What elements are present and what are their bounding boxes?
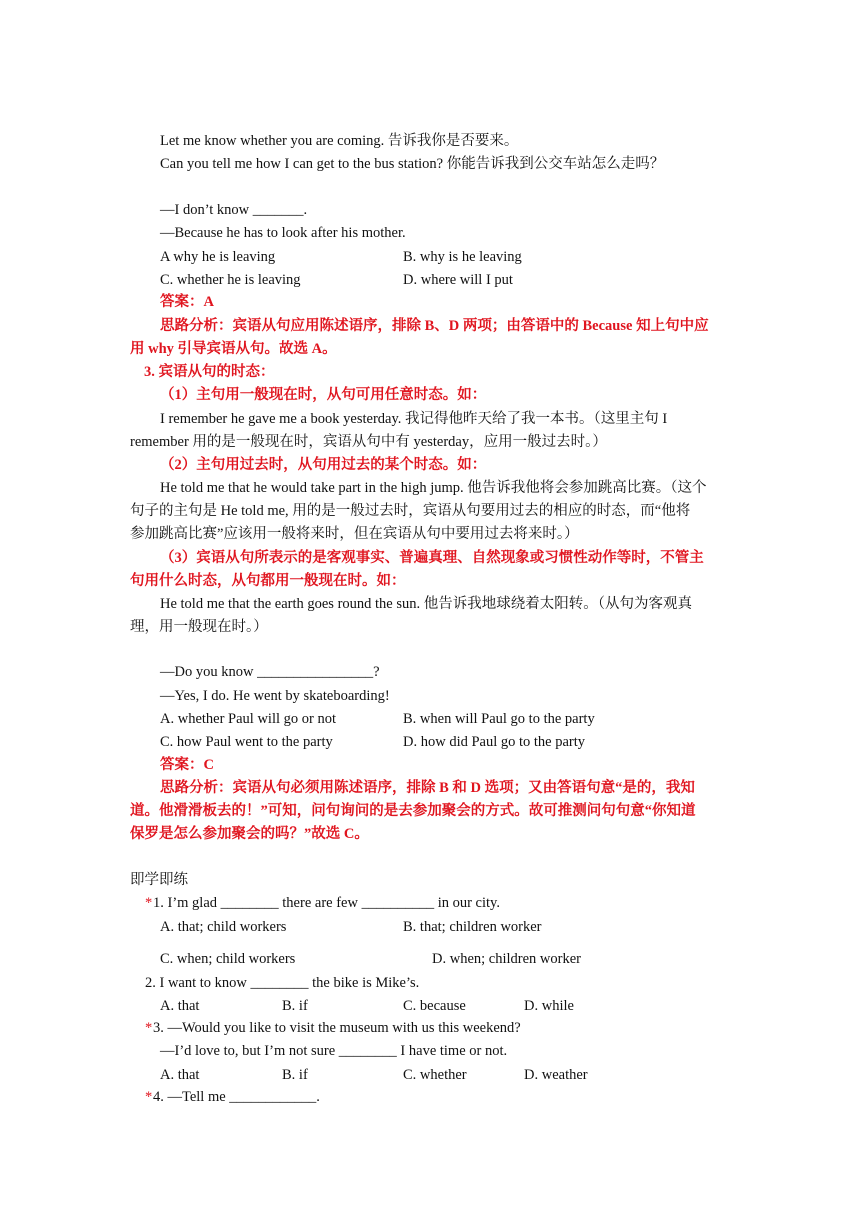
q2-line-1: —Do you know ________________?	[160, 664, 380, 680]
q1-option-d: D. where will I put	[403, 272, 513, 288]
practice-3-option-b: B. if	[282, 1067, 308, 1083]
practice-3-line-2: —I’d love to, but I’m not sure ________ I have time or not.	[160, 1043, 508, 1059]
section-3-title: 3. 宾语从句的时态：	[144, 364, 275, 380]
practice-2-option-b: B. if	[282, 998, 308, 1014]
rule-3-example-line-1: He told me that the earth goes round the sun. 他告诉我地球绕着太阳转。（从句为客观真	[160, 596, 693, 612]
q1-analysis-line-2: 用 why 引导宾语从句。故选 A。	[130, 341, 337, 357]
practice-2-stem: 2. I want to know ________ the bike is Mike’s.	[145, 975, 420, 991]
rule-1-example-line-2: remember 用的是一般现在时，宾语从句中有 yesterday，应用一般过去时。）	[130, 434, 607, 450]
practice-1-stem: 1. I’m glad ________ there are few __________ in our city.	[153, 895, 500, 911]
rule-3-heading-line-2: 句用什么时态，从句都用一般现在时。如：	[130, 573, 406, 589]
q2-option-b: B. when will Paul go to the party	[403, 711, 595, 727]
q2-option-d: D. how did Paul go to the party	[403, 734, 586, 750]
practice-3-option-d: D. weather	[524, 1067, 588, 1083]
star-marker: *	[145, 895, 153, 911]
rule-1-heading: （1）主句用一般现在时，从句可用任意时态。如：	[160, 387, 487, 403]
q1-analysis-line-1: 思路分析：宾语从句应用陈述语序，排除 B、D 两项；由答语中的 Because 知上句中应	[160, 318, 709, 334]
rule-2-example-line-1: He told me that he would take part in the high jump. 他告诉我他将会参加跳高比赛。（这个	[160, 480, 707, 496]
practice-1-option-c: C. when; child workers	[160, 951, 296, 967]
q2-analysis-line-2: 道。他滑滑板去的！”可知，问句询问的是去参加聚会的方式。故可推测问句句意“你知道	[130, 803, 696, 819]
q1-answer: 答案：A	[160, 294, 214, 310]
q1-option-b: B. why is he leaving	[403, 249, 522, 265]
example-sentence-1: Let me know whether you are coming. 告诉我你是否要来。	[160, 133, 519, 149]
rule-2-example-line-2: 句子的主句是 He told me, 用的是一般过去时，宾语从句要用过去的相应的时态，而“他将	[130, 503, 691, 519]
rule-3-heading-line-1: （3）宾语从句所表示的是客观事实、普遍真理、自然现象或习惯性动作等时，不管主	[160, 550, 704, 566]
q2-analysis-line-3: 保罗是怎么参加聚会的吗？”故选 C。	[130, 826, 369, 842]
practice-3-stem: 3. —Would you like to visit the museum with us this weekend?	[153, 1020, 521, 1036]
example-sentence-2: Can you tell me how I can get to the bus station? 你能告诉我到公交车站怎么走吗？	[160, 156, 665, 172]
practice-2-option-a: A. that	[160, 998, 200, 1014]
star-marker: *	[145, 1020, 153, 1036]
practice-heading: 即学即练	[130, 872, 188, 888]
q1-option-c: C. whether he is leaving	[160, 272, 301, 288]
q2-option-c: C. how Paul went to the party	[160, 734, 333, 750]
q2-line-2: —Yes, I do. He went by skateboarding!	[160, 688, 390, 704]
q1-option-a: A why he is leaving	[160, 249, 276, 265]
practice-3-option-c: C. whether	[403, 1067, 467, 1083]
rule-2-example-line-3: 参加跳高比赛”应该用一般将来时，但在宾语从句中要用过去将来时。）	[130, 526, 579, 542]
rule-3-example-line-2: 理，用一般现在时。）	[130, 619, 268, 635]
practice-2-option-d: D. while	[524, 998, 574, 1014]
practice-2-option-c: C. because	[403, 998, 466, 1014]
q2-analysis-line-1: 思路分析：宾语从句必须用陈述语序，排除 B 和 D 选项；又由答语句意“是的，我知	[160, 780, 695, 796]
star-marker: *	[145, 1089, 153, 1105]
practice-1-option-b: B. that; children worker	[403, 919, 542, 935]
rule-1-example-line-1: I remember he gave me a book yesterday. 我记得他昨天给了我一本书。（这里主句 I	[160, 411, 668, 427]
q2-option-a: A. whether Paul will go or not	[160, 711, 336, 727]
practice-3-option-a: A. that	[160, 1067, 200, 1083]
practice-4-stem: 4. —Tell me ____________.	[153, 1089, 320, 1105]
q2-answer: 答案：C	[160, 757, 214, 773]
q1-line-1: —I don’t know _______.	[160, 202, 308, 218]
rule-2-heading: （2）主句用过去时，从句用过去的某个时态。如：	[160, 457, 487, 473]
q1-line-2: —Because he has to look after his mother.	[160, 225, 406, 241]
practice-1-option-a: A. that; child workers	[160, 919, 287, 935]
practice-1-option-d: D. when; children worker	[432, 951, 581, 967]
